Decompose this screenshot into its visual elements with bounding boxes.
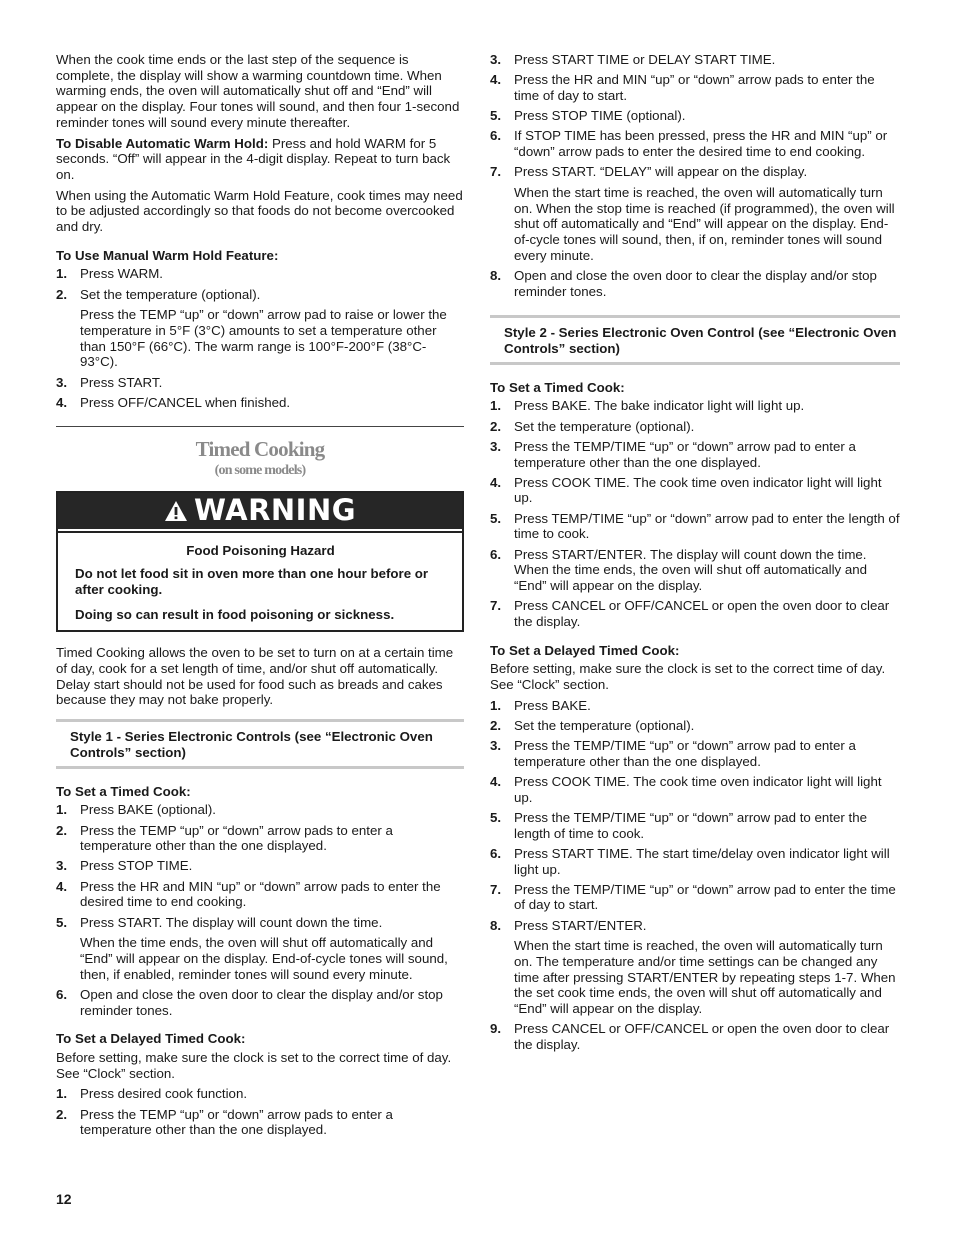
step-text: Press BAKE. The bake indicator light will light up. (514, 398, 805, 414)
list-item (56, 1107, 464, 1138)
list-item (490, 598, 900, 629)
list-item (56, 802, 464, 818)
step-text: Press STOP TIME (optional). (514, 108, 686, 124)
step-number: 6. (56, 986, 68, 1002)
style1-title: Style 1 - Series Electronic Controls (see “Electronic Oven Controls” section) (70, 729, 433, 760)
step-text: Press the HR and MIN “up” or “down” arrow pads to enter the desired time to end cooking. (80, 878, 441, 910)
list-item (490, 164, 900, 263)
manual-warm-hold-steps (56, 266, 464, 410)
warning-consequence: Doing so can result in food poisoning or sickness. (75, 606, 395, 622)
step-text: Press START TIME. The start time/delay oven indicator light will light up. (514, 845, 890, 877)
step-note: When the time ends, the oven will shut off automatically and “End” will appear on the display. End-of-cycle tones will sound, then, if enabled, reminder tones will sound every minute. (80, 935, 448, 982)
step-number: 2. (56, 822, 68, 838)
list-item (490, 268, 900, 299)
list-item (490, 547, 900, 594)
step-number: 1. (56, 266, 68, 282)
step-number: 5. (56, 914, 68, 930)
step-text: Open and close the oven door to clear the display and/or stop reminder tones. (80, 986, 443, 1018)
list-item (490, 882, 900, 913)
step-text: Press the TEMP “up” or “down” arrow pads to enter a temperature other than the one displayed. (80, 822, 393, 854)
step-text: Press STOP TIME. (80, 858, 193, 874)
list-item (490, 52, 900, 68)
step-number: 4. (490, 72, 502, 88)
step-number: 2. (490, 717, 502, 733)
delayed-timed-cook-steps (490, 698, 900, 1053)
delayed-timed-cook-heading: To Set a Delayed Timed Cook: (490, 642, 680, 658)
step-number: 4. (56, 394, 68, 410)
list-item (56, 915, 464, 983)
timed-cooking-paragraph: Timed Cooking allows the oven to be set to turn on at a certain time of day, cook for a set length of time, and/or shut off automatically. Delay start should not be used for food such as breads and cakes because they may not bake properly. (56, 645, 454, 708)
step-text: If STOP TIME has been pressed, press the HR and MIN “up” or “down” arrow pads to enter the desired time to end cooking. (514, 128, 888, 160)
step-number: 1. (490, 398, 502, 414)
disable-warm-hold-text: Press and hold WARM for 5 seconds. “Off” will appear in the 4-digit display. Repeat to turn back on. (56, 135, 451, 182)
step-number: 2. (56, 286, 68, 302)
warning-text: Do not let food sit in oven more than one hour before or after cooking. (75, 566, 429, 597)
list-item (490, 774, 900, 805)
step-text: Press START. The display will count down the time. (80, 914, 383, 930)
step-number: 8. (490, 267, 502, 283)
warning-banner (58, 493, 462, 529)
step-text: Press OFF/CANCEL when finished. (80, 394, 291, 410)
style2-section-box (490, 315, 900, 364)
right-column (490, 52, 900, 1057)
step-text: Press the HR and MIN “up” or “down” arrow pads to enter the time of day to start. (514, 72, 875, 103)
step-number: 6. (490, 845, 502, 861)
intro-paragraph: When the cook time ends or the last step of the sequence is complete, the display will show a warming countdown time. When warming ends, the oven will automatically shut off and “End” will appear on the display. Four tones will sound, and then four 1-second reminder tones will sound every minute thereafter. (56, 52, 460, 130)
step-text: Press the TEMP/TIME “up” or “down” arrow pad to enter a temperature other than the one displayed. (514, 738, 856, 769)
left-column (56, 52, 464, 1142)
step-number: 7. (490, 598, 502, 614)
timed-cook-steps (56, 802, 464, 1018)
list-item (490, 128, 900, 159)
list-item (490, 1021, 900, 1052)
timed-cook-steps (490, 398, 900, 629)
delayed-timed-cook-steps-continued (490, 52, 900, 299)
manual-warm-hold-heading: To Use Manual Warm Hold Feature: (56, 247, 279, 263)
delayed-timed-cook-heading: To Set a Delayed Timed Cook: (56, 1031, 246, 1047)
step-text: Press CANCEL or OFF/CANCEL or open the oven door to clear the display. (514, 598, 890, 629)
step-number: 3. (490, 52, 502, 67)
step-number: 4. (490, 474, 502, 490)
step-number: 2. (56, 1106, 68, 1122)
step-text: Set the temperature (optional). (514, 418, 695, 434)
step-text: Press START. (80, 374, 163, 390)
list-item (56, 1086, 464, 1102)
step-number: 3. (490, 438, 502, 454)
step-text: Press COOK TIME. The cook time oven indicator light will light up. (514, 474, 882, 506)
delayed-timed-cook-intro: Before setting, make sure the clock is set to the correct time of day. See “Clock” section. (56, 1049, 452, 1081)
step-number: 1. (490, 697, 502, 713)
step-number: 8. (490, 917, 502, 933)
list-item (56, 266, 464, 282)
step-number: 4. (56, 878, 68, 894)
step-text: Press the TEMP/TIME “up” or “down” arrow pad to enter the time of day to start. (514, 881, 896, 913)
list-item (490, 419, 900, 435)
list-item (490, 108, 900, 124)
warning-box (56, 491, 464, 633)
list-item (490, 511, 900, 542)
step-text: Press TEMP/TIME “up” or “down” arrow pad to enter the length of time to cook. (514, 510, 900, 542)
timed-cook-heading: To Set a Timed Cook: (490, 379, 625, 395)
step-text: Press desired cook function. (80, 1086, 248, 1102)
step-number: 1. (56, 1086, 68, 1102)
style2-title: Style 2 - Series Electronic Oven Control (see “Electronic Oven Controls” section) (504, 325, 897, 357)
step-text: Press the TEMP/TIME “up” or “down” arrow pad to enter the length of time to cook. (514, 809, 867, 841)
step-number: 4. (490, 774, 502, 790)
step-note: When the start time is reached, the oven will automatically turn on. The temperature and/or time settings can be changed any time after pressing START/ENTER by repeating steps 1-7. When the set cook time ends, the oven will shut off automatically and “End” will appear on the display. (514, 938, 896, 1017)
step-text: Press START. “DELAY” will appear on the display. (514, 164, 808, 180)
list-item (490, 398, 900, 414)
step-text: Set the temperature (optional). (514, 717, 695, 733)
step-text: Press CANCEL or OFF/CANCEL or open the oven door to clear the display. (514, 1021, 890, 1053)
list-item (56, 375, 464, 391)
step-text: Press BAKE (optional). (80, 802, 216, 818)
step-text: Press COOK TIME. The cook time oven indicator light will light up. (514, 774, 882, 805)
step-number: 7. (490, 881, 502, 897)
list-item (490, 72, 900, 103)
list-item (56, 987, 464, 1018)
timed-cooking-subtitle: (on some models) (214, 462, 306, 478)
step-number: 3. (490, 738, 502, 754)
list-item (56, 858, 464, 874)
step-number: 6. (490, 546, 502, 562)
list-item (490, 810, 900, 841)
step-text: Set the temperature (optional). (80, 286, 261, 302)
list-item (490, 738, 900, 769)
list-item (56, 879, 464, 910)
disable-warm-hold-paragraph (56, 136, 464, 183)
list-item (490, 698, 900, 714)
step-number: 5. (490, 809, 502, 825)
step-note: When the start time is reached, the oven will automatically turn on. When the stop time is reached (if programmed), the oven will shut off automatically and “End” will appear on the display. End-of-cycle tones will sound, then, if on, reminder tones will sound every minute. (514, 184, 895, 263)
step-number: 3. (56, 374, 68, 390)
warning-label: WARNING (193, 492, 357, 527)
list-item (490, 439, 900, 470)
step-text: Press the TEMP/TIME “up” or “down” arrow pad to enter a temperature other than the one displayed. (514, 438, 856, 470)
warning-body (58, 531, 462, 631)
delayed-timed-cook-intro: Before setting, make sure the clock is set to the correct time of day. See “Clock” section. (490, 661, 886, 692)
step-text: Press WARM. (80, 266, 163, 282)
list-item (490, 475, 900, 506)
step-number: 3. (56, 858, 68, 874)
list-item (56, 287, 464, 371)
list-item (490, 846, 900, 877)
step-text: Press BAKE. (514, 697, 591, 713)
section-divider (56, 426, 464, 427)
list-item (56, 823, 464, 854)
step-number: 7. (490, 164, 502, 180)
step-note: Press the TEMP “up” or “down” arrow pad to raise or lower the temperature in 5°F (3°C) amounts to set a temperature other than 150°F (66°C). The warm range is 100°F-200°F (38°C-93°C). (80, 307, 447, 370)
step-number: 2. (490, 418, 502, 434)
list-item (56, 395, 464, 411)
disable-warm-hold-label: To Disable Automatic Warm Hold: (56, 135, 269, 151)
step-text: Press the TEMP “up” or “down” arrow pads to enter a temperature other than the one displayed. (80, 1106, 393, 1138)
list-item (490, 918, 900, 1017)
warning-triangle-icon (164, 500, 188, 522)
step-number: 5. (490, 510, 502, 526)
step-number: 1. (56, 802, 68, 818)
page-number: 12 (56, 1191, 72, 1207)
step-text: Press START TIME or DELAY START TIME. (514, 52, 776, 67)
list-item (490, 718, 900, 734)
adjust-cook-times-paragraph: When using the Automatic Warm Hold Feature, cook times may need to be adjusted accordingly so that foods do not become overcooked and dry. (56, 187, 463, 235)
step-text: Press START/ENTER. (514, 917, 647, 933)
delayed-timed-cook-steps (56, 1086, 464, 1138)
timed-cook-heading: To Set a Timed Cook: (56, 783, 191, 799)
step-text: Open and close the oven door to clear the display and/or stop reminder tones. (514, 267, 877, 299)
step-number: 9. (490, 1021, 502, 1037)
timed-cooking-title: Timed Cooking (195, 436, 325, 461)
step-text: Press START/ENTER. The display will count down the time. When the time ends, the oven will shut off automatically and “End” will appear on the display. (514, 546, 868, 593)
step-number: 5. (490, 108, 502, 124)
step-number: 6. (490, 128, 502, 144)
style1-section-box (56, 719, 464, 768)
warning-hazard: Food Poisoning Hazard (186, 542, 335, 558)
